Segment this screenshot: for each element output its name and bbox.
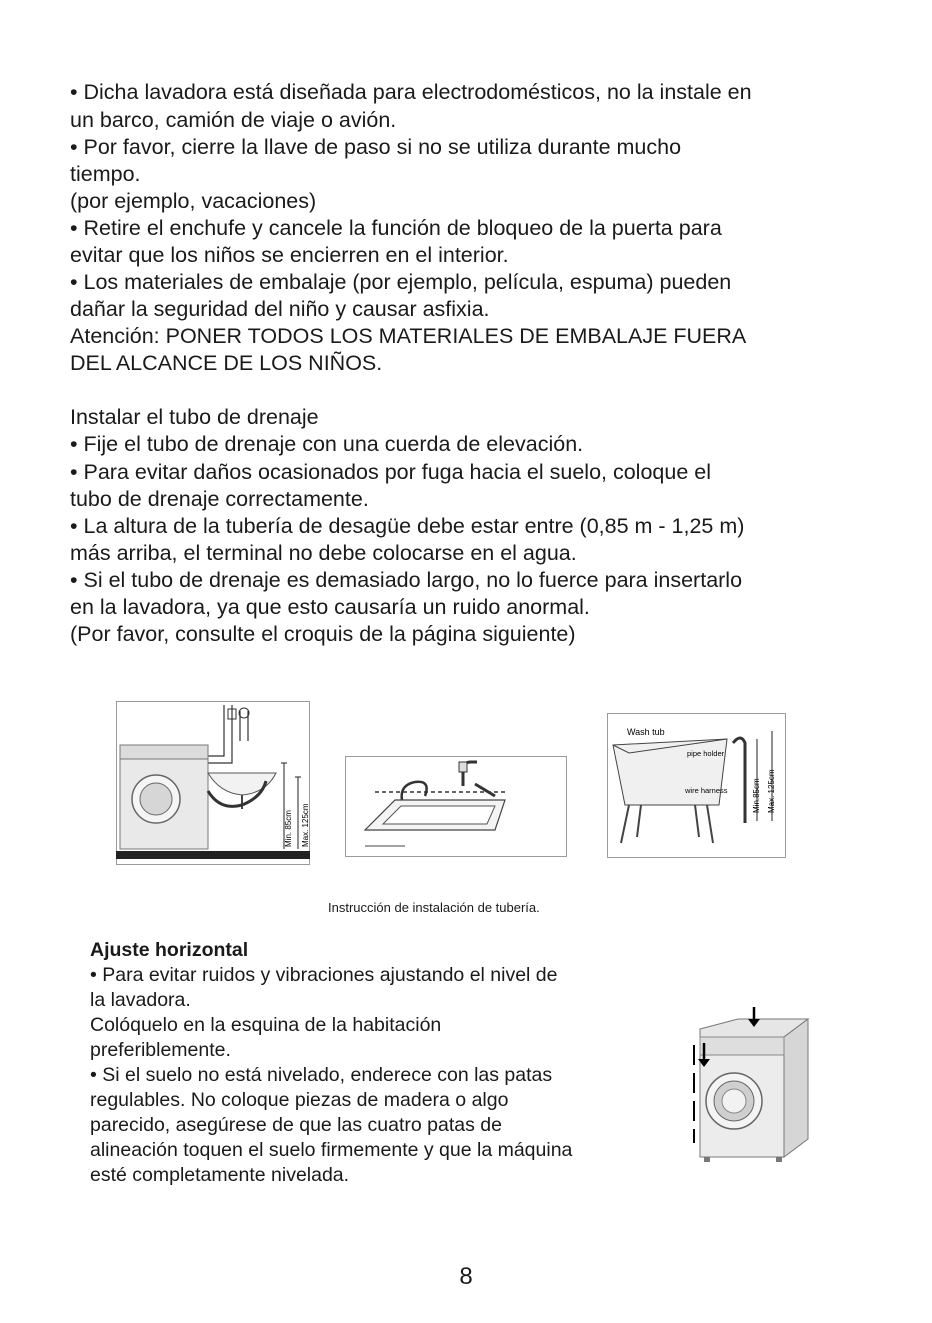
- body-line: • Dicha lavadora está diseñada para electrodomésticos, no la instale en: [70, 80, 752, 104]
- figure-drain-machine: [116, 701, 310, 865]
- body-line: • Fije el tubo de drenaje con una cuerda de elevación.: [70, 432, 584, 456]
- body-line: • La altura de la tubería de desagüe debe estar entre (0,85 m - 1,25 m): [70, 514, 745, 538]
- section-heading: Ajuste horizontal: [90, 939, 249, 961]
- section-title: Instalar el tubo de drenaje: [70, 405, 319, 429]
- body-line: (Por favor, consulte el croquis de la página siguiente): [70, 622, 576, 646]
- body-line: • Retire el enchufe y cancele la función de bloqueo de la puerta para: [70, 216, 722, 240]
- figure-leveling-machine: [684, 1003, 814, 1165]
- figure-wash-tub: [607, 713, 786, 858]
- body-line: más arriba, el terminal no debe colocarse en el agua.: [70, 541, 577, 565]
- body-line: tiempo.: [70, 162, 141, 186]
- body-line: • Los materiales de embalaje (por ejemplo, película, espuma) pueden: [70, 270, 732, 294]
- wash-tub-illustration: [607, 713, 786, 858]
- body-line: evitar que los niños se encierren en el interior.: [70, 243, 509, 267]
- wash-tub-label: Wash tub: [627, 727, 665, 737]
- min-height-label: Min. 85cm: [284, 810, 293, 847]
- body-line: DEL ALCANCE DE LOS NIÑOS.: [70, 351, 383, 375]
- section2-line: la lavadora.: [90, 989, 191, 1011]
- body-line: • Si el tubo de drenaje es demasiado largo, no lo fuerce para insertarlo: [70, 568, 743, 592]
- section2-line: alineación toquen el suelo firmemente y que la máquina: [90, 1139, 573, 1161]
- page-number: 8: [459, 1263, 473, 1290]
- section2-line: regulables. No coloque piezas de madera o algo: [90, 1089, 509, 1111]
- drain-machine-illustration: [116, 701, 310, 865]
- body-line: en la lavadora, ya que esto causaría un ruido anormal.: [70, 595, 590, 619]
- figure-caption: Instrucción de instalación de tubería.: [328, 900, 540, 915]
- body-line: (por ejemplo, vacaciones): [70, 189, 317, 213]
- sink-faucet-illustration: [345, 756, 567, 857]
- section2-line: parecido, asegúrese de que las cuatro patas de: [90, 1114, 502, 1136]
- max-height-label-tub: Max. 125cm: [767, 769, 776, 813]
- body-line: dañar la seguridad del niño y causar asfixia.: [70, 297, 490, 321]
- figure-sink-faucet: [345, 756, 567, 857]
- body-line: Atención: PONER TODOS LOS MATERIALES DE EMBALAJE FUERA: [70, 324, 747, 348]
- section2-line: esté completamente nivelada.: [90, 1164, 350, 1186]
- max-height-label: Max. 125cm: [301, 803, 310, 847]
- pipe-holder-label: pipe holder: [687, 749, 725, 758]
- leveling-machine-illustration: [684, 1003, 814, 1165]
- section2-line: preferiblemente.: [90, 1039, 231, 1061]
- section2-line: • Si el suelo no está nivelado, enderece con las patas: [90, 1064, 553, 1086]
- body-line: • Por favor, cierre la llave de paso si no se utiliza durante mucho: [70, 135, 682, 159]
- min-height-label-tub: Min.85cm: [752, 778, 761, 813]
- body-line: • Para evitar daños ocasionados por fuga hacia el suelo, coloque el: [70, 460, 712, 484]
- wire-harness-label: wire harness: [685, 786, 728, 795]
- section2-line: • Para evitar ruidos y vibraciones ajustando el nivel de: [90, 964, 558, 986]
- body-line: tubo de drenaje correctamente.: [70, 487, 369, 511]
- body-line: un barco, camión de viaje o avión.: [70, 108, 397, 132]
- section2-line: Colóquelo en la esquina de la habitación: [90, 1014, 442, 1036]
